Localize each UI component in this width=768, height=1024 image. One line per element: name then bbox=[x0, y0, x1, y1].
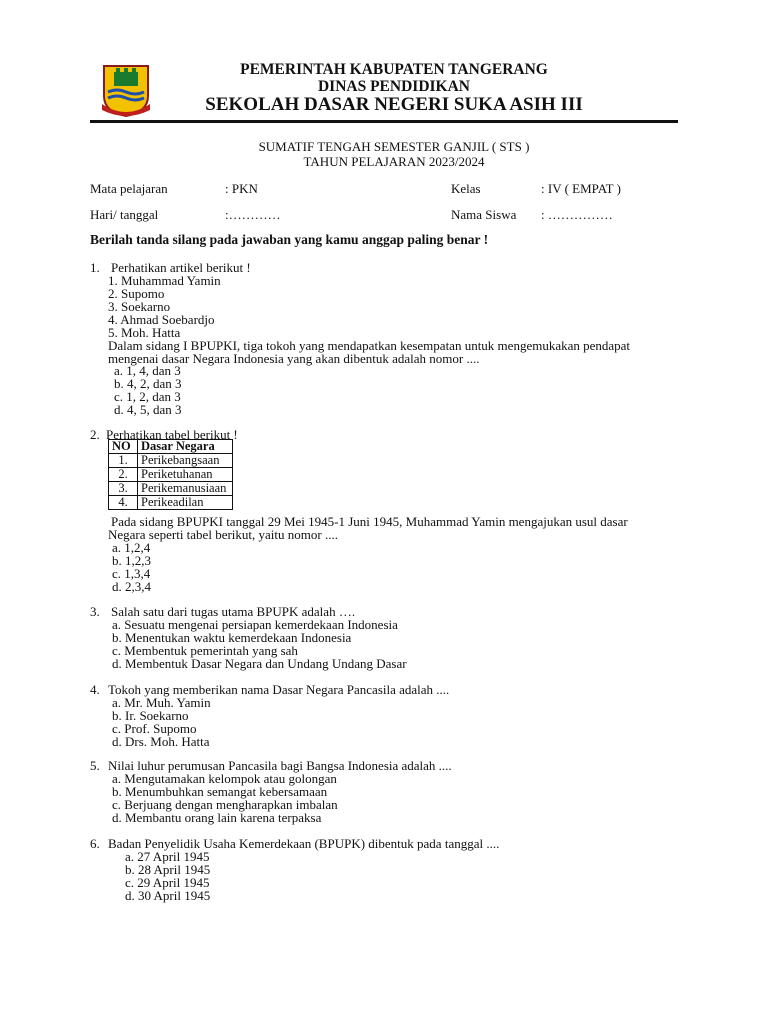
table-cell: Perikemanusiaan bbox=[138, 482, 233, 496]
exam-year: TAHUN PELAJARAN 2023/2024 bbox=[303, 154, 485, 169]
answer-option-c: c. 1, 2, dan 3 bbox=[114, 389, 181, 404]
answer-option-c: c. 29 April 1945 bbox=[125, 875, 210, 890]
answer-option-a: a. 1, 4, dan 3 bbox=[114, 363, 181, 378]
header-school-name: SEKOLAH DASAR NEGERI SUKA ASIH III bbox=[205, 94, 583, 115]
answer-option-a: a. Mengutamakan kelompok atau golongan bbox=[112, 771, 337, 786]
header-government: PEMERINTAH KABUPATEN TANGERANG bbox=[240, 61, 548, 78]
question-stem: Perhatikan artikel berikut ! bbox=[111, 260, 251, 275]
header-divider bbox=[90, 120, 678, 123]
question-stem: Badan Penyelidik Usaha Kemerdekaan (BPUPK) dibentuk pada tanggal .... bbox=[108, 836, 500, 851]
list-item: 4. Ahmad Soebardjo bbox=[108, 312, 215, 327]
table-header-row bbox=[109, 440, 233, 454]
student-name-label: Nama Siswa bbox=[451, 207, 517, 222]
subject-label: Mata pelajaran bbox=[90, 181, 168, 196]
table-cell: 2. bbox=[109, 468, 138, 482]
answer-option-c: c. Berjuang dengan mengharapkan imbalan bbox=[112, 797, 338, 812]
header-department: DINAS PENDIDIKAN bbox=[317, 78, 470, 95]
date-label: Hari/ tanggal bbox=[90, 207, 159, 222]
table-row bbox=[109, 454, 233, 468]
table-row bbox=[109, 482, 233, 496]
subject-value: : PKN bbox=[225, 181, 258, 196]
list-item: 2. Supomo bbox=[108, 286, 165, 301]
exam-title: SUMATIF TENGAH SEMESTER GANJIL ( STS ) bbox=[258, 139, 530, 154]
question-number: 5. bbox=[90, 758, 100, 773]
answer-option-a: a. Sesuatu mengenai persiapan kemerdekaan Indonesia bbox=[112, 617, 398, 632]
list-item: 5. Moh. Hatta bbox=[108, 325, 181, 340]
question-text: mengenai dasar Negara Indonesia yang akan dibentuk adalah nomor .... bbox=[108, 351, 480, 366]
question-number: 1. bbox=[90, 260, 100, 275]
class-value: : IV ( EMPAT ) bbox=[541, 181, 621, 196]
question-number: 3. bbox=[90, 604, 100, 619]
list-item: 1. Muhammad Yamin bbox=[108, 273, 221, 288]
answer-option-c: c. Prof. Supomo bbox=[112, 721, 197, 736]
answer-option-b: b. Menentukan waktu kemerdekaan Indonesia bbox=[112, 630, 352, 645]
table-cell: 1. bbox=[109, 454, 138, 468]
question-stem: Nilai luhur perumusan Pancasila bagi Bangsa Indonesia adalah .... bbox=[108, 758, 452, 773]
answer-option-c: c. Membentuk pemerintah yang sah bbox=[112, 643, 298, 658]
date-value: :………… bbox=[225, 207, 281, 222]
table-cell: 3. bbox=[109, 482, 138, 496]
table-row bbox=[109, 468, 233, 482]
answer-option-c: c. 1,3,4 bbox=[112, 566, 151, 581]
question-stem: Perhatikan tabel berikut ! bbox=[106, 427, 238, 442]
table-header-no: NO bbox=[109, 440, 138, 454]
answer-option-d: d. 30 April 1945 bbox=[125, 888, 211, 903]
answer-option-d: d. Membentuk Dasar Negara dan Undang Undang Dasar bbox=[112, 656, 407, 671]
question-number: 4. bbox=[90, 682, 100, 697]
answer-option-d: d. Membantu orang lain karena terpaksa bbox=[112, 810, 322, 825]
question-number: 2. bbox=[90, 427, 100, 442]
table-cell: Perikeadilan bbox=[138, 496, 233, 510]
table-row bbox=[109, 496, 233, 510]
answer-option-b: b. 4, 2, dan 3 bbox=[114, 376, 182, 391]
question-number: 6. bbox=[90, 836, 100, 851]
basis-of-state-table bbox=[108, 439, 233, 510]
answer-option-d: d. 4, 5, dan 3 bbox=[114, 402, 182, 417]
question-text: Pada sidang BPUPKI tanggal 29 Mei 1945-1 Juni 1945, Muhammad Yamin mengajukan usul dasar bbox=[111, 514, 628, 529]
question-stem: Tokoh yang memberikan nama Dasar Negara Pancasila adalah .... bbox=[108, 682, 450, 697]
student-name-value: : …………… bbox=[541, 207, 613, 222]
instruction: Berilah tanda silang pada jawaban yang kamu anggap paling benar ! bbox=[90, 232, 489, 247]
answer-option-d: d. Drs. Moh. Hatta bbox=[112, 734, 210, 749]
answer-option-a: a. 1,2,4 bbox=[112, 540, 151, 555]
question-text: Negara seperti tabel berikut, yaitu nomor .... bbox=[108, 527, 338, 542]
list-item: 3. Soekarno bbox=[108, 299, 171, 314]
answer-option-a: a. Mr. Muh. Yamin bbox=[112, 695, 211, 710]
table-header-dasar-negara: Dasar Negara bbox=[138, 440, 233, 454]
answer-option-b: b. 28 April 1945 bbox=[125, 862, 211, 877]
answer-option-b: b. Menumbuhkan semangat kebersamaan bbox=[112, 784, 328, 799]
table-cell: Perikebangsaan bbox=[138, 454, 233, 468]
answer-option-d: d. 2,3,4 bbox=[112, 579, 151, 594]
table-cell: 4. bbox=[109, 496, 138, 510]
answer-option-a: a. 27 April 1945 bbox=[125, 849, 210, 864]
class-label: Kelas bbox=[451, 181, 481, 196]
answer-option-b: b. 1,2,3 bbox=[112, 553, 151, 568]
question-stem: Salah satu dari tugas utama BPUPK adalah …. bbox=[111, 604, 356, 619]
table-cell: Periketuhanan bbox=[138, 468, 233, 482]
question-text: Dalam sidang I BPUPKI, tiga tokoh yang mendapatkan kesempatan untuk mengemukakan pendapat bbox=[108, 338, 631, 353]
answer-option-b: b. Ir. Soekarno bbox=[112, 708, 189, 723]
